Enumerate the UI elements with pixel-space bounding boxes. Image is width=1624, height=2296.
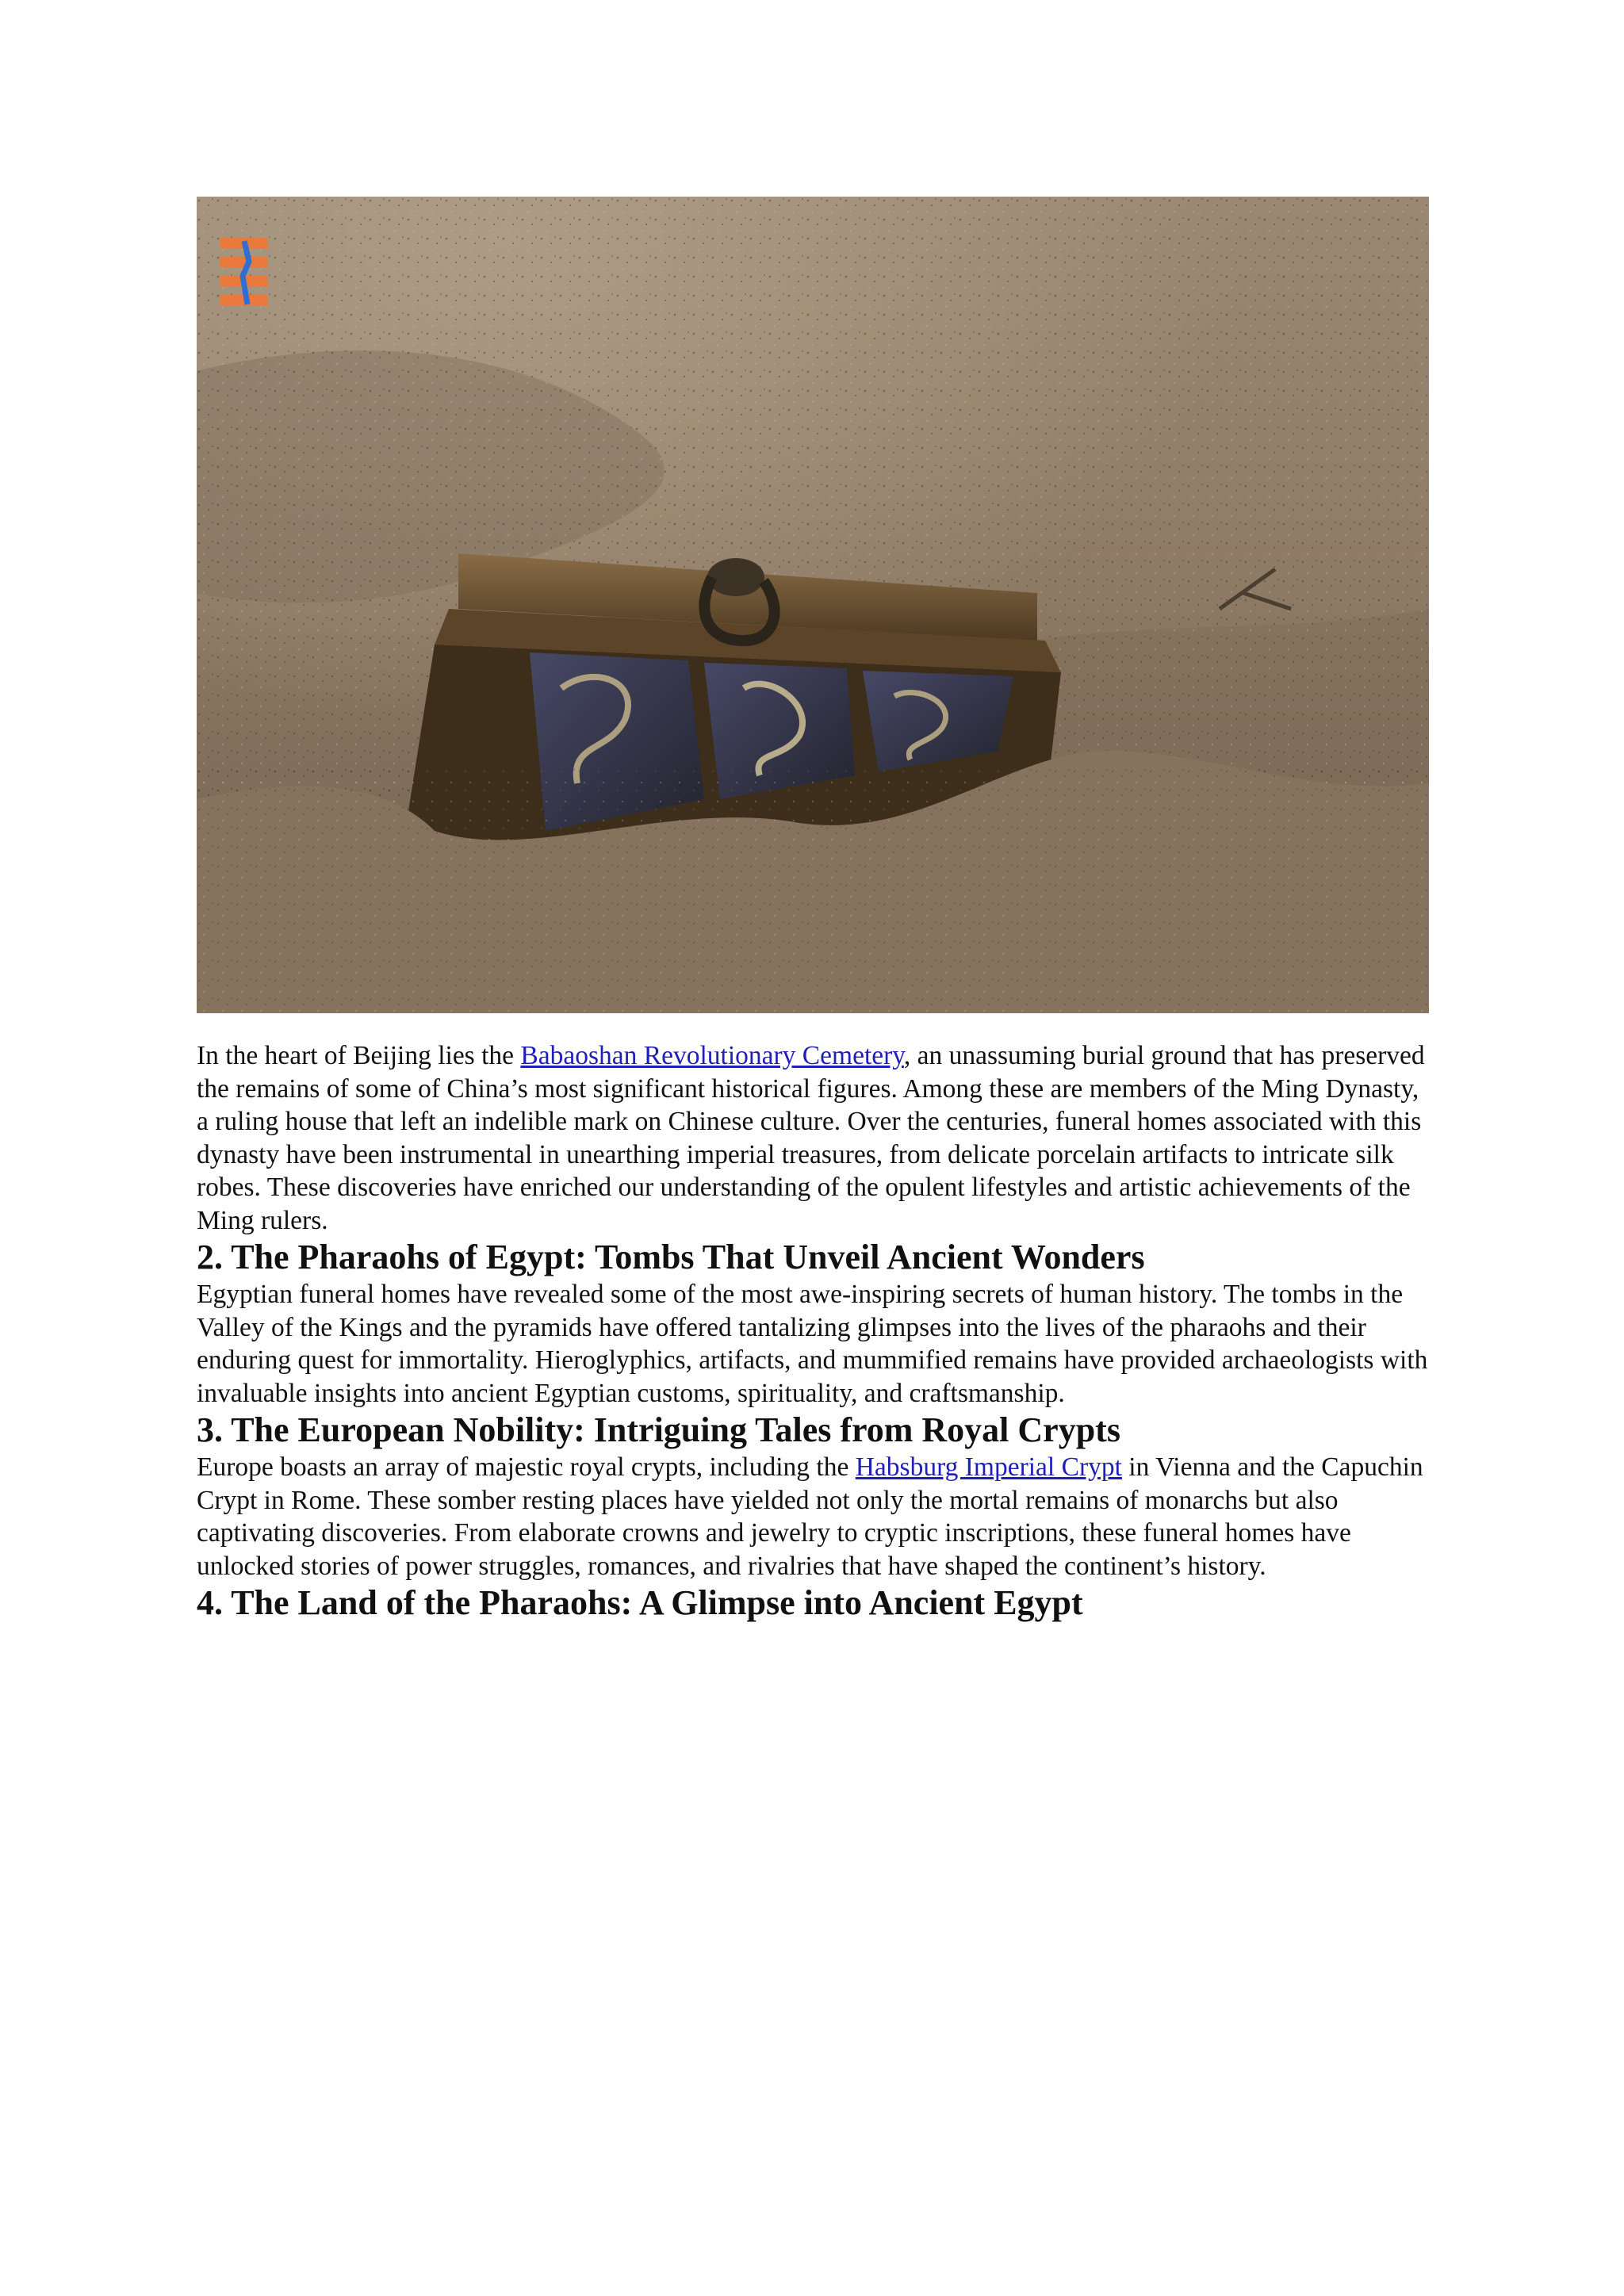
flag-logo-icon <box>220 238 268 308</box>
section-3-heading: 3. The European Nobility: Intriguing Tales from Royal Crypts <box>197 1410 1120 1449</box>
section-3-text-after-link: in Vienna and the Capuchin Crypt in Rome. These somber resting places have yielded not only the mortal remains of monarchs but also captivating discoveries. From elaborate crowns and jewelry to cryptic inscriptions, these funeral homes have unlocked stories of power struggles, romances, and rivalries that have shaped the continent’s history. <box>197 1452 1423 1581</box>
intro-paragraph <box>197 1039 1431 1237</box>
babaoshan-cemetery-link[interactable]: Babaoshan Revolutionary Cemetery <box>520 1041 904 1070</box>
habsburg-crypt-link[interactable]: Habsburg Imperial Crypt <box>855 1452 1122 1482</box>
intro-text-after-link: , an unassuming burial ground that has preserved the remains of some of China’s most significant historical figures. Among these are members of the Ming Dynasty, a ruling house that left an indelible mark on Chinese culture. Over the centuries, funeral homes associated with this dynasty have been instrumental in unearthing imperial treasures, from delicate porcelain artifacts to intricate silk robes. These discoveries have enriched our understanding of the opulent lifestyles and artistic achievements of the Ming rulers. <box>197 1041 1425 1235</box>
section-2-heading: 2. The Pharaohs of Egypt: Tombs That Unveil Ancient Wonders <box>197 1238 1145 1276</box>
treasure-chest-in-sand-illustration <box>197 197 1429 1013</box>
section-2-paragraph: Egyptian funeral homes have revealed some of the most awe-inspiring secrets of human history. The tombs in the Valley of the Kings and the pyramids have offered tantalizing glimpses into the lives of the pharaohs and their enduring quest for immortality. Hieroglyphics, artifacts, and mummified remains have provided archaeologists with invaluable insights into ancient Egyptian customs, spirituality, and craftsmanship. <box>197 1280 1428 1408</box>
hero-photo <box>197 197 1429 1013</box>
section-3-text-before-link: Europe boasts an array of majestic royal crypts, including the <box>197 1452 856 1482</box>
intro-text-before-link: In the heart of Beijing lies the <box>197 1041 521 1070</box>
section-3-paragraph <box>197 1451 1431 1582</box>
document-page <box>197 197 1431 1624</box>
section-4-heading: 4. The Land of the Pharaohs: A Glimpse into Ancient Egypt <box>197 1583 1083 1622</box>
